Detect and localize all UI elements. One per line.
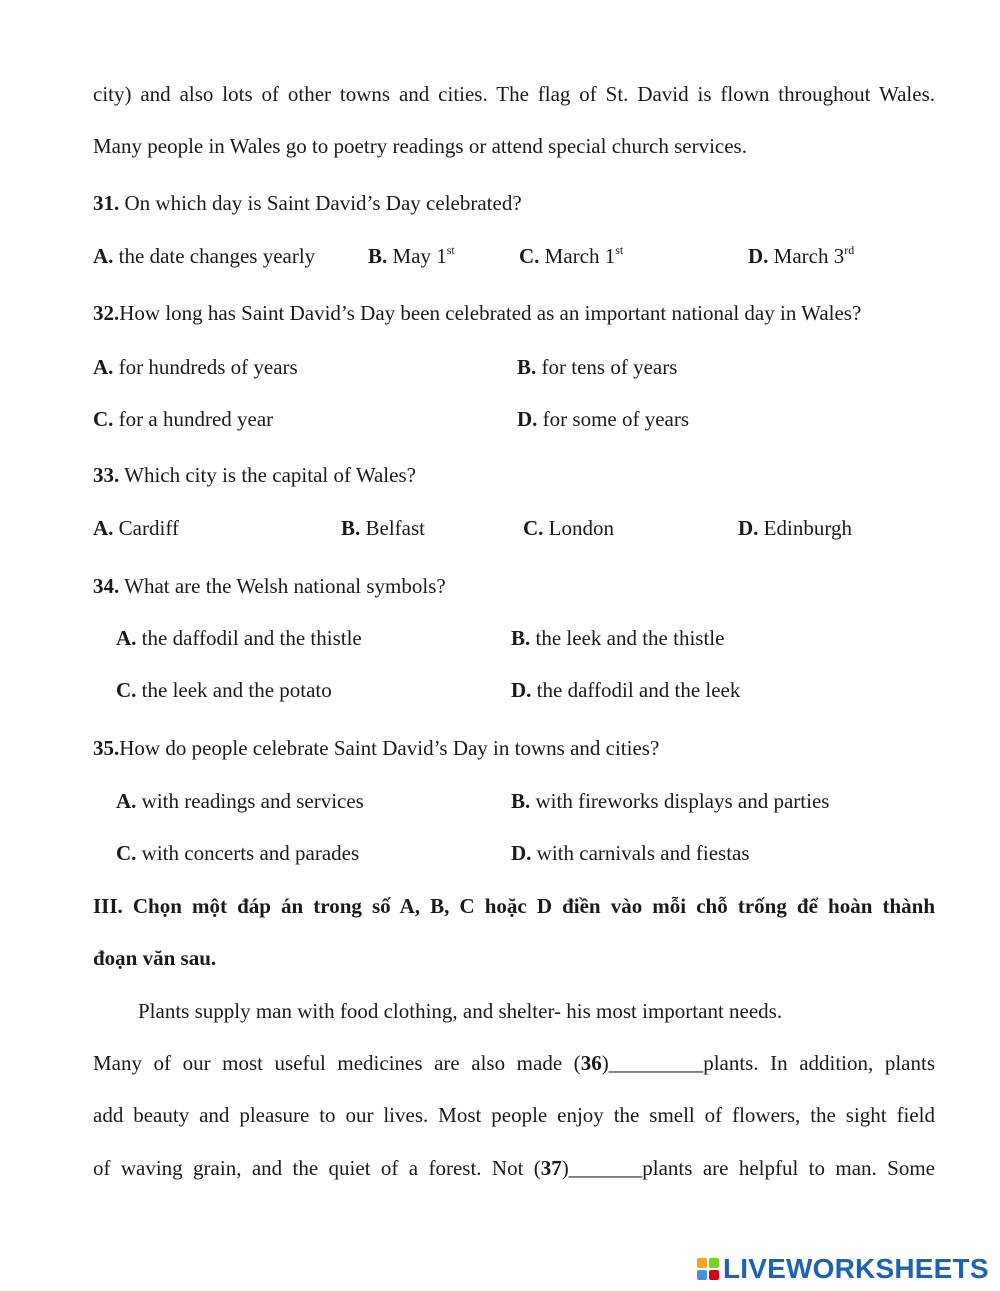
paragraph-line-4: of waving grain, and the quiet of a forest. Not (37)_______plants are helpful to man. Some (93, 1156, 935, 1180)
option-34-c[interactable]: C. the leek and the potato (116, 678, 332, 702)
option-33-d[interactable]: D. Edinburgh (738, 516, 852, 540)
question-32 (93, 303, 861, 324)
option-33-b[interactable]: B. Belfast (341, 516, 425, 540)
paragraph-line-3: add beauty and pleasure to our lives. Most people enjoy the smell of flowers, the sight field (93, 1103, 935, 1127)
logo-squares-icon (697, 1258, 719, 1280)
option-35-b[interactable]: B. with fireworks displays and parties (511, 789, 830, 813)
option-35-a[interactable]: A. with readings and services (116, 789, 364, 813)
option-32-c[interactable]: C. for a hundred year (93, 407, 274, 431)
question-text: How do people celebrate Saint David’s Day in towns and cities? (119, 736, 660, 760)
question-number: 33. (93, 463, 120, 487)
option-34-d[interactable]: D. the daffodil and the leek (511, 678, 741, 702)
option-34-b[interactable]: B. the leek and the thistle (511, 626, 725, 650)
option-33-c[interactable]: C. London (523, 516, 614, 540)
option-32-b[interactable]: B. for tens of years (517, 355, 678, 379)
question-31 (93, 193, 522, 214)
option-31-b[interactable]: B. May 1st (368, 243, 455, 268)
question-33 (93, 465, 416, 486)
question-text: On which day is Saint David’s Day celebrated? (124, 191, 522, 215)
paragraph-line-2: Many of our most useful medicines are also made (36)_________plants. In addition, plants (93, 1051, 935, 1075)
section-heading-cont: đoạn văn sau. (93, 946, 217, 970)
question-number: 31. (93, 191, 120, 215)
option-35-c[interactable]: C. with concerts and parades (116, 841, 360, 865)
option-31-c[interactable]: C. March 1st (519, 243, 624, 268)
option-31-a[interactable]: A. the date changes yearly (93, 244, 316, 268)
question-text: How long has Saint David’s Day been celebrated as an important national day in Wales? (119, 301, 862, 325)
passage-line-2: Many people in Wales go to poetry readings or attend special church services. (93, 134, 747, 158)
paragraph-line-1: Plants supply man with food clothing, and shelter- his most important needs. (138, 999, 783, 1023)
question-text: Which city is the capital of Wales? (124, 463, 416, 487)
passage-line-1: city) and also lots of other towns and cities. The flag of St. David is flown throughout Wales. (93, 82, 935, 106)
question-text: What are the Welsh national symbols? (124, 574, 446, 598)
blank-number-36: 36 (580, 1051, 602, 1075)
blank-36[interactable]: )_________ (601, 1051, 704, 1075)
blank-37[interactable]: )_______ (561, 1156, 643, 1180)
liveworksheets-logo[interactable] (697, 1255, 989, 1283)
option-33-a[interactable]: A. Cardiff (93, 516, 179, 540)
blank-number-37: 37 (540, 1156, 562, 1180)
question-35 (93, 738, 659, 759)
section-heading: III. Chọn một đáp án trong số A, B, C hoặc D điền vào mỗi chỗ trống để hoàn thành (93, 894, 935, 918)
option-34-a[interactable]: A. the daffodil and the thistle (116, 626, 362, 650)
logo-text: LIVEWORKSHEETS (723, 1253, 989, 1284)
option-35-d[interactable]: D. with carnivals and fiestas (511, 841, 750, 865)
option-31-d[interactable]: D. March 3rd (748, 243, 855, 268)
question-number: 32. (93, 301, 120, 325)
question-number: 34. (93, 574, 120, 598)
option-32-d[interactable]: D. for some of years (517, 407, 690, 431)
question-34 (93, 576, 446, 597)
question-number: 35. (93, 736, 120, 760)
option-32-a[interactable]: A. for hundreds of years (93, 355, 298, 379)
